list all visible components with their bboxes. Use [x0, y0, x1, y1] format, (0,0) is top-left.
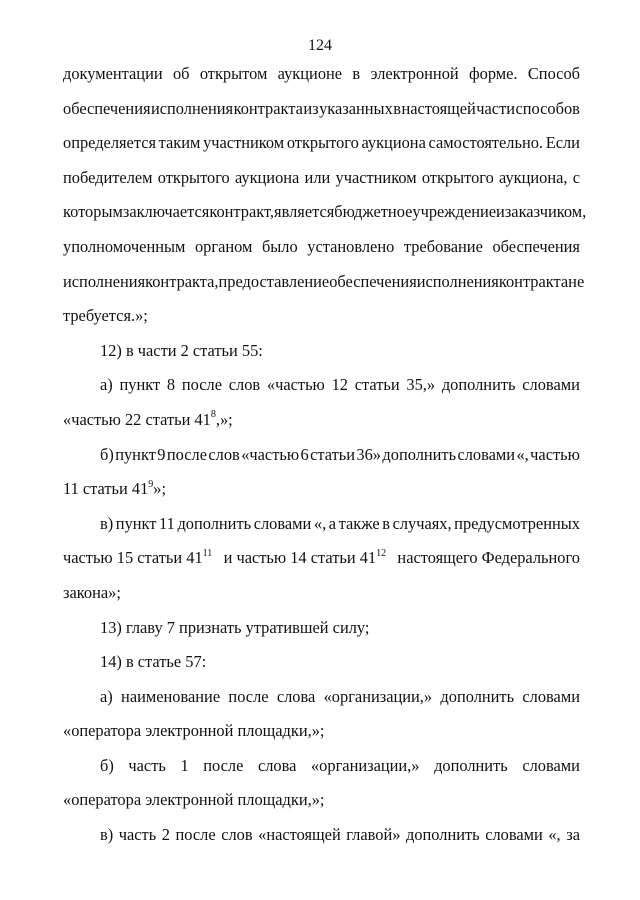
paragraph-item-b [63, 438, 580, 507]
word: победителем [63, 167, 153, 187]
word: контракта, [145, 271, 219, 291]
word: 36» [356, 444, 381, 464]
word: а [328, 513, 337, 533]
word: в) [100, 513, 114, 533]
text-line [63, 92, 580, 127]
word: контракта [233, 98, 303, 118]
paragraph-item-12 [63, 334, 580, 369]
word: пункт [115, 444, 156, 464]
word: бюджетное [334, 202, 413, 222]
word: после [203, 755, 244, 775]
superscript: 9 [148, 478, 154, 490]
word: часть [118, 825, 157, 845]
text-line [63, 818, 580, 853]
word: Способ [527, 64, 580, 83]
text-line [63, 680, 580, 715]
word: об [172, 64, 190, 83]
word: частью [530, 444, 580, 464]
word: части [476, 98, 516, 118]
word: исполнения [150, 98, 234, 118]
word: открытого [157, 167, 230, 187]
text-line [63, 195, 587, 230]
text-line: 13) главу 7 признать утратившей силу; [100, 617, 370, 637]
word: установлено [307, 236, 395, 256]
word: словами [522, 686, 580, 706]
word: в [382, 513, 390, 533]
word: словами [522, 755, 580, 775]
word: слова [257, 755, 297, 775]
word: а) [100, 686, 113, 706]
text-line [63, 161, 580, 196]
word: контракт, [209, 202, 275, 222]
word: определяется [63, 133, 157, 153]
word: Если [545, 133, 580, 153]
word: 2 [161, 825, 170, 845]
word: аукциона, [499, 167, 568, 187]
word: 12 [331, 375, 348, 395]
text-line [63, 438, 580, 473]
word: словами [253, 513, 312, 533]
word: также [338, 513, 380, 533]
word: «, [548, 825, 561, 845]
word: а) [100, 375, 113, 395]
word: слов [221, 825, 253, 845]
word: обеспечения [63, 98, 151, 118]
superscript: 12 [376, 547, 387, 559]
word: учреждение [412, 202, 497, 222]
word: указанных [319, 98, 393, 118]
word: самостоятельно. [428, 133, 544, 153]
text-line [63, 749, 580, 784]
word: словами [485, 825, 543, 845]
word: не [568, 271, 585, 291]
text-line: частью 15 статьи $41^{11}$ и частью 14 статьи $41^{12}$ настоящего Федерального [63, 547, 580, 568]
word: наименование [121, 686, 221, 706]
word: дополнить [177, 513, 252, 533]
word: б) [100, 444, 114, 464]
word: контракта [498, 271, 569, 291]
word: главой» [346, 825, 401, 845]
word: настоящей [401, 98, 476, 118]
text-line: 14) в статье 57: [100, 652, 207, 672]
word: пункт [115, 513, 157, 533]
text-line: закона»; [63, 582, 121, 602]
word: заказчиком, [504, 202, 587, 222]
word: обеспечения [329, 271, 417, 291]
word: исполнения [416, 271, 499, 291]
word: 1 [180, 755, 189, 775]
word: способов [515, 98, 580, 118]
word: дополнить [440, 686, 515, 706]
text-line: 11 статьи $41^9$»; [63, 478, 167, 499]
word: открытого [421, 167, 494, 187]
paragraph-item-a-57 [63, 680, 580, 749]
word: требование [403, 236, 483, 256]
word: исполнения [63, 271, 146, 291]
word: участником [335, 167, 417, 187]
text-line [63, 230, 580, 265]
word: из [303, 98, 319, 118]
paragraph-item-13 [63, 611, 580, 646]
word: 6 [300, 444, 309, 464]
word: дополнить [434, 755, 508, 775]
word: «организации,» [310, 755, 420, 775]
word: пункт [119, 375, 161, 395]
word: в [352, 64, 361, 83]
word: словами [457, 444, 516, 464]
word: статьи [310, 444, 355, 464]
word: 8 [166, 375, 176, 395]
paragraph-continuation [63, 57, 587, 334]
text-line [63, 368, 580, 403]
word: предусмотренных [454, 513, 580, 533]
word: слов [208, 444, 240, 464]
text-line [63, 265, 585, 300]
superscript: 8 [210, 409, 216, 421]
word: часть [128, 755, 166, 775]
word: или [304, 167, 331, 187]
word: в [393, 98, 401, 118]
page-number: 124 [308, 37, 332, 54]
word: дополнить [382, 444, 457, 464]
word: предоставление [218, 271, 330, 291]
word: является [274, 202, 335, 222]
word: 35,» [406, 375, 436, 395]
word: слова [276, 686, 316, 706]
word: аукционе [277, 64, 343, 83]
word: дополнить [441, 375, 516, 395]
word: «, [313, 513, 327, 533]
word: открытом [199, 64, 268, 83]
word: «организации,» [323, 686, 433, 706]
word: открытого [286, 133, 359, 153]
word: после [181, 375, 222, 395]
word: дополнить [405, 825, 480, 845]
text-line: «частью 22 статьи $41^8$,»; [63, 409, 233, 429]
word: и [496, 202, 505, 222]
word: с [572, 167, 580, 187]
text-line: «оператора электронной площадки,»; [63, 790, 325, 810]
word: участником [203, 133, 285, 153]
paragraph-item-v [63, 507, 580, 611]
word: которым [63, 202, 123, 222]
word: таким [158, 133, 201, 153]
word: форме. [469, 64, 518, 83]
document-body [63, 57, 587, 853]
word: словами [522, 375, 580, 395]
word: статьи [354, 375, 400, 395]
word: органом [194, 236, 253, 256]
text-line [63, 126, 580, 161]
paragraph-item-a [63, 368, 580, 437]
word: 11 [159, 513, 175, 533]
word: было [261, 236, 298, 256]
text-line: требуется.»; [63, 306, 148, 326]
word: аукциона [361, 133, 426, 153]
word: электронной [370, 64, 459, 83]
text-line [63, 507, 580, 542]
text-line: 12) в части 2 статьи 55: [100, 340, 263, 360]
word: «, [516, 444, 529, 464]
paragraph-item-b-57 [63, 749, 580, 818]
word: слов [228, 375, 261, 395]
word: после [166, 444, 207, 464]
word: обеспечения [492, 236, 580, 256]
word: в) [100, 825, 114, 845]
text-line [63, 57, 580, 92]
word: документации [63, 64, 163, 83]
word: «частью [266, 375, 325, 395]
paragraph-item-14 [63, 645, 580, 680]
word: за [566, 825, 580, 845]
word: после [228, 686, 269, 706]
word: «настоящей [258, 825, 341, 845]
word: уполномоченным [63, 236, 186, 256]
word: после [175, 825, 216, 845]
paragraph-item-v-57 [63, 818, 580, 853]
word: аукциона [234, 167, 300, 187]
word: 9 [157, 444, 166, 464]
word: случаях, [392, 513, 452, 533]
text-line: «оператора электронной площадки,»; [63, 721, 325, 741]
superscript: 11 [202, 547, 213, 559]
word: б) [100, 755, 114, 775]
word: заключается [122, 202, 210, 222]
word: «частью [241, 444, 300, 464]
